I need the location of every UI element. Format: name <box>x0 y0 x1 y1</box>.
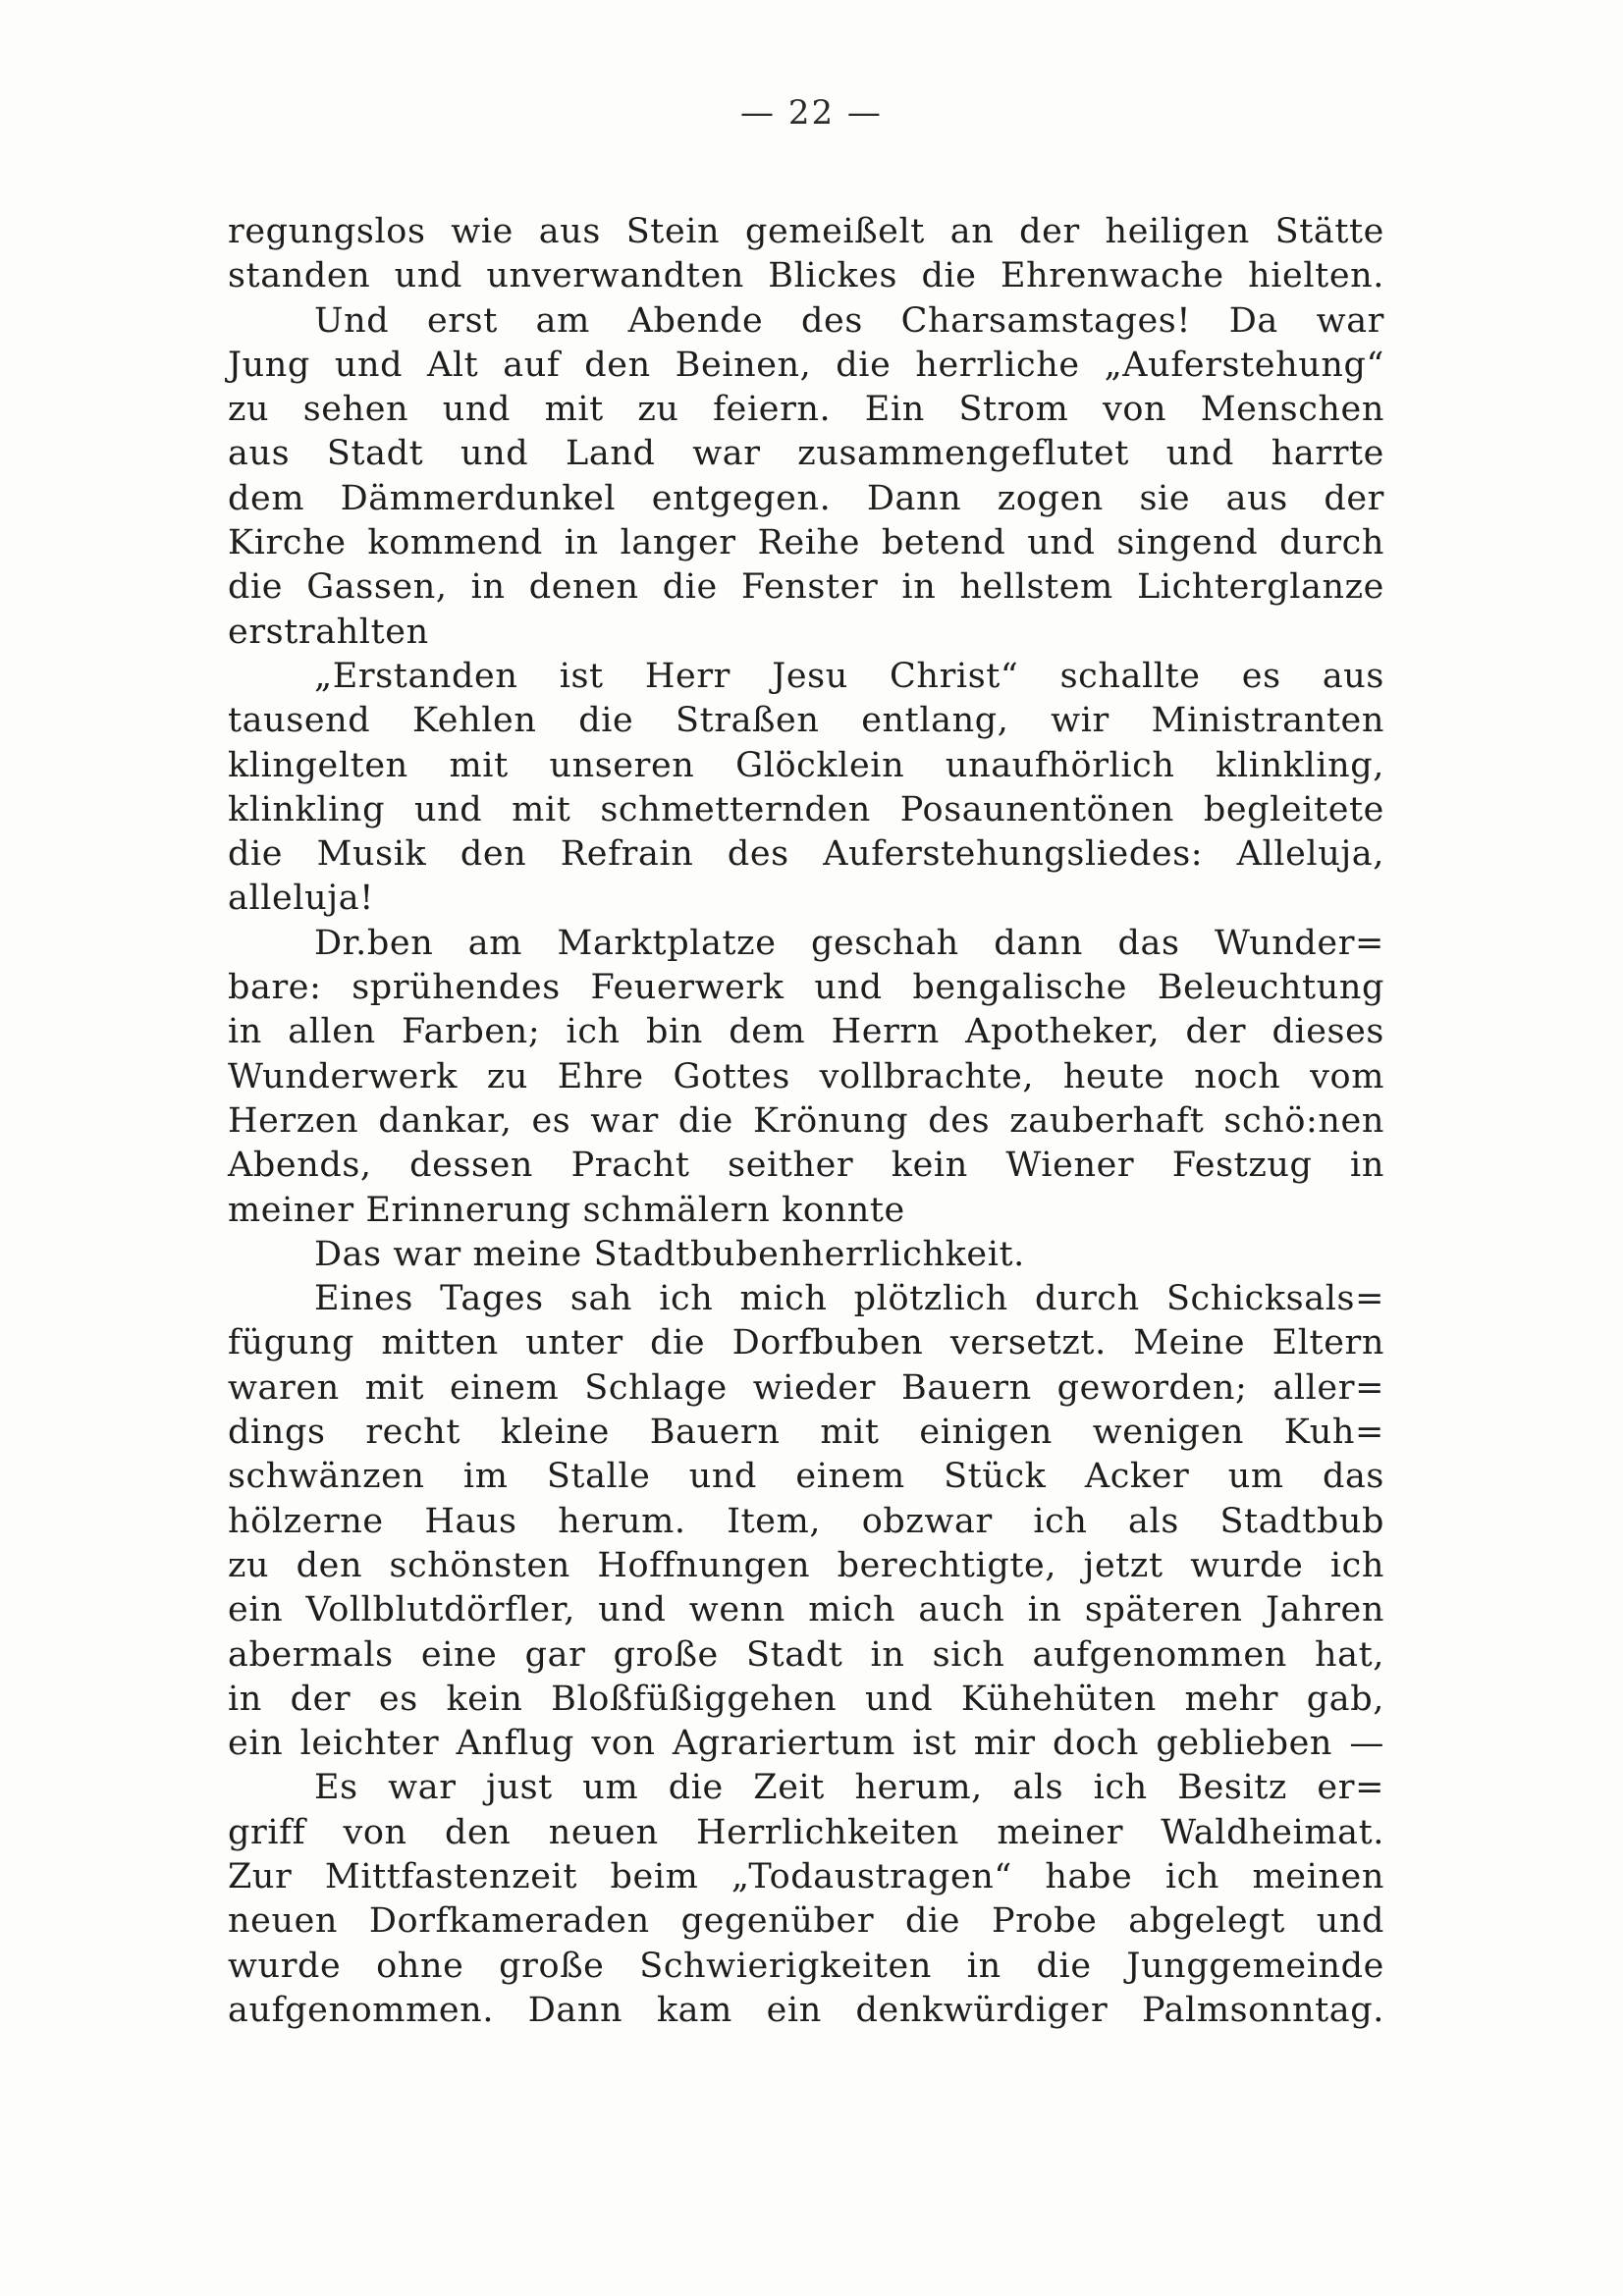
text-line: Dr.ben am Marktplatze geschah dann das Wunder= <box>314 923 1384 963</box>
text-line: wurde ohne große Schwierigkeiten in die Junggemeinde <box>228 1946 1384 1986</box>
text-line: griff von den neuen Herrlichkeiten meiner Waldheimat. <box>228 1812 1384 1852</box>
text-line: dem Dämmerdunkel entgegen. Dann zogen sie aus der <box>228 478 1384 518</box>
text-line: Eines Tages sah ich mich plötzlich durch Schicksals= <box>314 1279 1384 1319</box>
text-line: ein leichter Anflug von Agrariertum ist mir doch geblieben — <box>228 1724 1384 1764</box>
text-line: regungslos wie aus Stein gemeißelt an der heiligen Stätte <box>228 212 1384 251</box>
text-line: fügung mitten unter die Dorfbuben versetzt. Meine Eltern <box>228 1323 1384 1363</box>
body-text <box>228 210 1384 2033</box>
text-line: die Gassen, in denen die Fenster in hellstem Lichterglanze <box>228 567 1384 608</box>
text-line: Herzen dankar, es war die Krönung des zauberhaft schö:nen <box>228 1100 1384 1141</box>
text-line: Zur Mittfastenzeit beim „Todaustragen“ habe ich meinen <box>228 1856 1384 1896</box>
text-line: standen und unverwandten Blickes die Ehrenwache hielten. <box>228 256 1384 296</box>
text-line: dings recht kleine Bauern mit einigen wenigen Kuh= <box>228 1413 1384 1453</box>
text-line: schwänzen im Stalle und einem Stück Acker um das <box>228 1457 1384 1497</box>
text-line: ein Vollblutdörfler, und wenn mich auch in späteren Jahren <box>228 1590 1384 1630</box>
text-line: bare: sprühendes Feuerwerk und bengalische Beleuchtung <box>228 968 1384 1008</box>
page-number: — 22 — <box>740 93 883 133</box>
text-line: Und erst am Abende des Charsamstages! Da war <box>314 300 1384 341</box>
text-line: abermals eine gar große Stadt in sich aufgenommen hat, <box>228 1634 1384 1675</box>
text-line: Wunderwerk zu Ehre Gottes vollbrachte, heute noch vom <box>228 1056 1384 1096</box>
text-line: klinkling und mit schmetternden Posaunentönen begleitete <box>228 789 1384 829</box>
text-line: Abends, dessen Pracht seither kein Wiener Festzug in <box>228 1146 1384 1186</box>
text-line: tausend Kehlen die Straßen entlang, wir Ministranten <box>228 701 1384 741</box>
text-line: in der es kein Bloßfüßiggehen und Kühehüten mehr gab, <box>228 1679 1384 1719</box>
text-line: „Erstanden ist Herr Jesu Christ“ schallte es aus <box>314 656 1384 696</box>
text-line: Es war just um die Zeit herum, als ich Besitz er= <box>314 1768 1384 1808</box>
text-line: in allen Farben; ich bin dem Herrn Apotheker, der dieses <box>228 1012 1384 1052</box>
text-line: meiner Erinnerung schmälern konnte <box>228 1190 905 1230</box>
text-line: zu den schönsten Hoffnungen berechtigte, jetzt wurde ich <box>228 1545 1384 1585</box>
text-line: hölzerne Haus herum. Item, obzwar ich als Stadtbub <box>228 1501 1384 1541</box>
text-line: erstrahlten <box>228 612 429 652</box>
text-line: klingelten mit unseren Glöcklein unaufhörlich klinkling, <box>228 745 1384 785</box>
text-line: zu sehen und mit zu feiern. Ein Strom von Menschen <box>228 390 1384 430</box>
text-line: waren mit einem Schlage wieder Bauern geworden; aller= <box>228 1367 1384 1408</box>
text-line: alleluja! <box>228 879 374 919</box>
text-line: aufgenommen. Dann kam ein denkwürdiger Palmsonntag. <box>228 1990 1384 2030</box>
text-line: Kirche kommend in langer Reihe betend und singend durch <box>228 523 1384 563</box>
text-line: Jung und Alt auf den Beinen, die herrliche „Auferstehung“ <box>228 345 1384 385</box>
text-line: die Musik den Refrain des Auferstehungsliedes: Alleluja, <box>228 834 1384 875</box>
text-line: Das war meine Stadtbubenherrlichkeit. <box>314 1234 1025 1274</box>
text-line: aus Stadt und Land war zusammengeflutet und harrte <box>228 434 1384 474</box>
text-line: neuen Dorfkameraden gegenüber die Probe abgelegt und <box>228 1901 1384 1942</box>
